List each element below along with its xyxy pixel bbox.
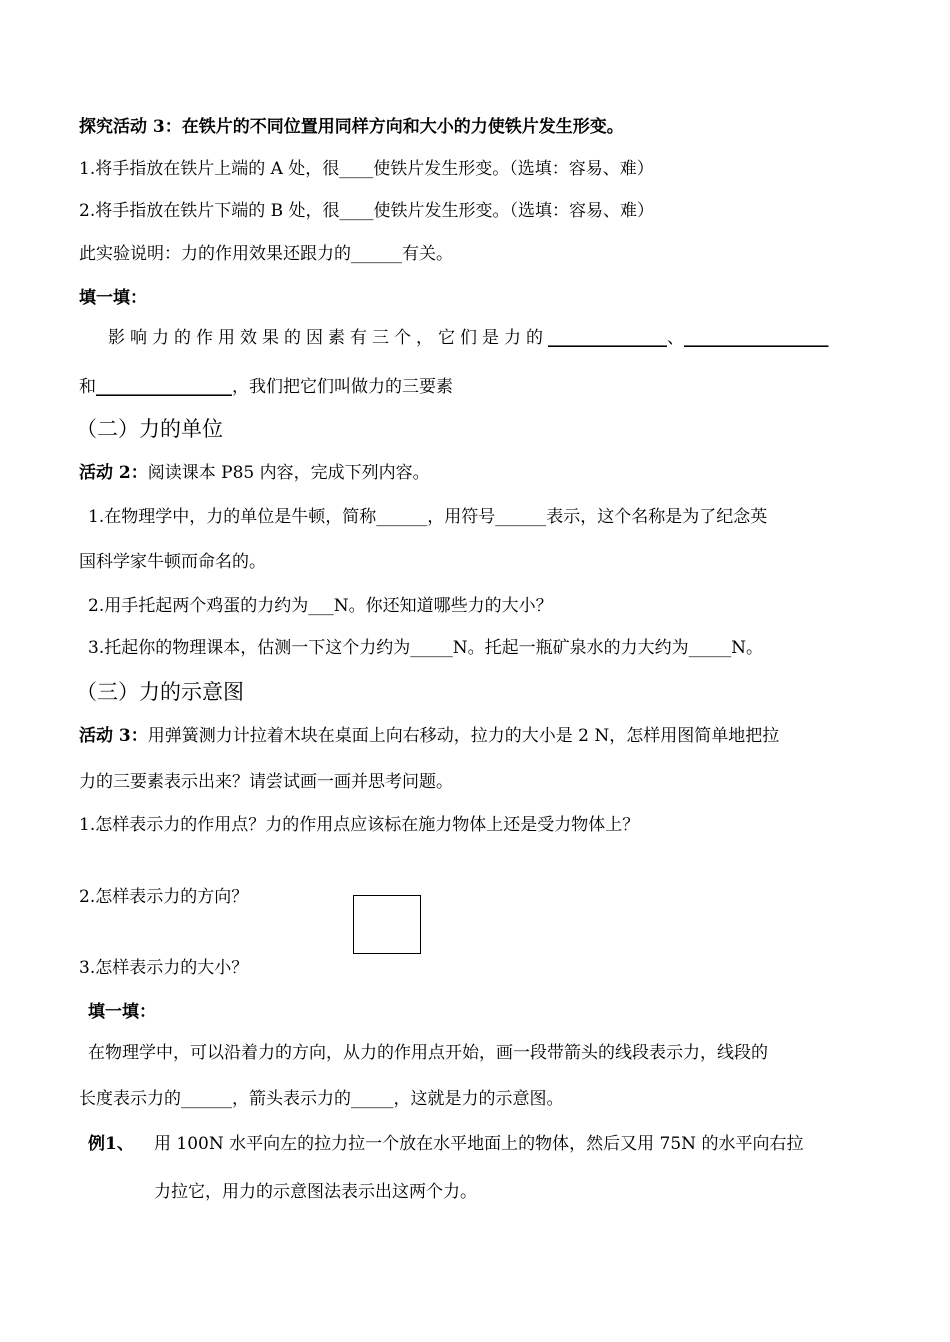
diagram-question-3: 3.怎样表示力的大小？ [79, 958, 249, 978]
diagram-question-1: 1.怎样表示力的作用点？力的作用点应该标在施力物体上还是受力物体上？ [79, 815, 640, 835]
example-label: 例1、 [88, 1134, 134, 1154]
unit-question-1-line-1: 1.在物理学中，力的单位是牛顿，简称______，用符号______表示，这个名称是为了纪念英 [88, 507, 768, 527]
fill-in-text: 和 [79, 377, 96, 397]
fill-in-2-line-2: 长度表示力的______，箭头表示力的_____，这就是力的示意图。 [79, 1089, 564, 1109]
diagram-question-2: 2.怎样表示力的方向？ [79, 887, 249, 907]
unit-question-3: 3.托起你的物理课本，估测一下这个力约为_____N。托起一瓶矿泉水的力大约为_____N。 [88, 638, 763, 658]
fill-in-blank: ______________ [548, 328, 667, 348]
fill-in-text: 影响力的作用效果的因素有三个，它们是力的 [108, 328, 548, 348]
section-heading-units: （二）力的单位 [76, 417, 223, 441]
unit-question-2: 2.用手托起两个鸡蛋的力约为___N。你还知道哪些力的大小？ [88, 596, 553, 616]
fill-in-line-1 [108, 327, 829, 349]
fill-in-blank: ________________ [96, 377, 232, 397]
fill-in-2-line-1: 在物理学中，可以沿着力的方向，从力的作用点开始，画一段带箭头的线段表示力，线段的 [88, 1043, 768, 1063]
wooden-block-square [353, 895, 421, 954]
fill-in-line-2 [79, 376, 453, 398]
activity-label: 活动 2： [79, 463, 148, 483]
unit-question-1-line-2: 国科学家牛顿而命名的。 [79, 552, 266, 572]
fill-in-text: ，我们把它们叫做力的三要素 [232, 377, 453, 397]
fill-in-label-2: 填一填： [88, 1002, 156, 1022]
example-line-1: 用 100N 水平向左的拉力拉一个放在水平地面上的物体，然后又用 75N 的水平向右拉 [154, 1134, 804, 1154]
separator: 、 [667, 328, 684, 348]
activity3-question-1: 1.将手指放在铁片上端的 A 处，很____使铁片发生形变。（选填：容易、难） [79, 159, 654, 179]
activity3b-line-2: 力的三要素表示出来？请尝试画一画并思考问题。 [79, 772, 453, 792]
activity-text: 阅读课本 P85 内容，完成下列内容。 [147, 463, 430, 483]
activity3-question-2: 2.将手指放在铁片下端的 B 处，很____使铁片发生形变。（选填：容易、难） [79, 201, 655, 221]
example-line-2: 力拉它，用力的示意图法表示出这两个力。 [154, 1182, 477, 1202]
fill-in-label: 填一填： [79, 288, 147, 308]
activity-text: 用弹簧测力计拉着木块在桌面上向右移动，拉力的大小是 2 N，怎样用图简单地把拉 [147, 726, 780, 746]
activity3-title: 探究活动 3：在铁片的不同位置用同样方向和大小的力使铁片发生形变。 [79, 117, 624, 137]
activity3-conclusion: 此实验说明：力的作用效果还跟力的______有关。 [79, 244, 453, 264]
section-heading-diagram: （三）力的示意图 [76, 680, 244, 704]
activity-label: 活动 3： [79, 726, 148, 746]
activity2-line [79, 462, 430, 484]
fill-in-blank: _________________ [684, 328, 829, 348]
activity3b-line-1 [79, 725, 779, 747]
